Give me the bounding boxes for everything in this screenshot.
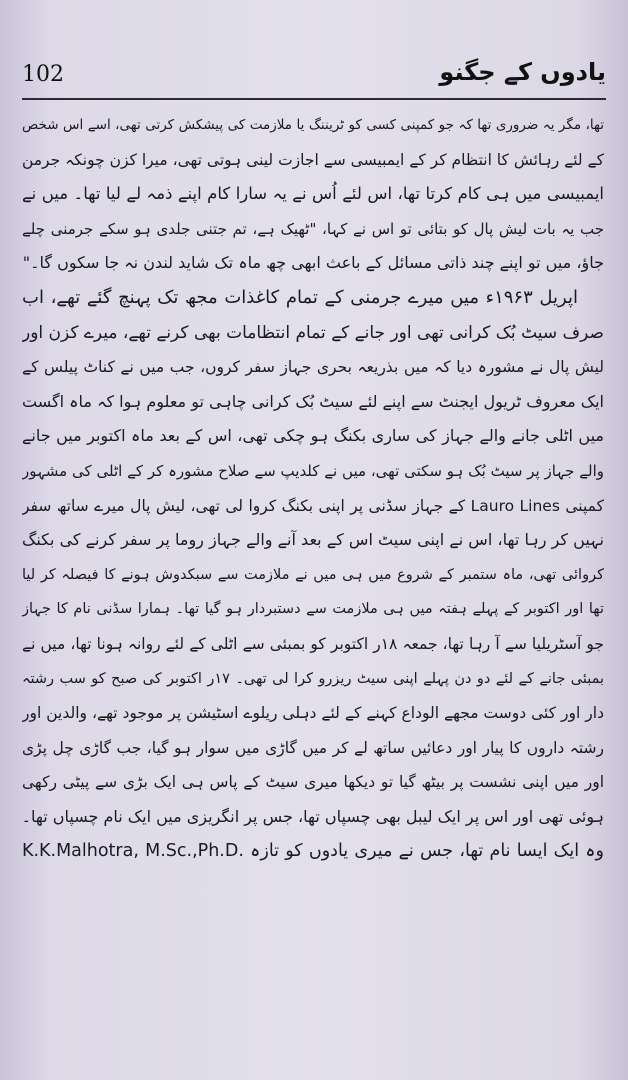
text-line-18: دار اور کئی دوست مجھے الوداع کہنے کے لئے دہلی ریلوے اسٹیشن پر موجود تھے، والدین اور [22,704,604,723]
page-number: 102 [22,62,64,87]
text-line-20: اور میں اپنی نشست پر بیٹھ گیا تو دیکھا میری سیٹ کے پاس ہی ایک بڑی سے پیٹی رکھی [22,773,604,792]
text-line-3: ایمبیسی میں ہی کام کرتا تھا، اس لئے اُس نے یہ سارا کام اپنے ذمہ لے لیا تھا۔ میں نے [22,184,604,204]
text-line-12: کمپنی Lauro Lines کے جہاز سڈنی پر اپنی بکنگ کروا لی تھی، لیش پال میرے ساتھ سفر [22,496,604,515]
text-line-21: ہوئی تھی اور اس پر ایک لیبل بھی چسپاں تھا، جس پر انگریزی میں ایک نام چسپاں تھا۔ [22,806,604,826]
text-line-5: جاؤ، میں تو اپنے چند ذاتی مسائل کے باعث ابھی چھ ماہ تک شاید لندن نہ جا سکوں گا۔" [22,253,604,273]
text-line-2: کے لئے رہائش کا انتظام کر کے ایمبیسی سے اجازت لینی ہوتی تھی، میرا کزن چونکہ جرمن [22,150,604,169]
text-line-17: بمبئی جانے کے لئے دو دن پہلے اپنی سیٹ ریزرو کرا لی تھی۔ ۱۷ر اکتوبر کی صبح کو سب رشتہ [22,670,604,687]
text-line-14: کروائی تھی، ماہ ستمبر کے شروع میں ہی میں نے ملازمت سے سبکدوش ہونے کا فیصلہ کر لیا [22,566,604,583]
text-line-6: اپریل ۱۹۶۳ء میں میرے جرمنی کے تمام کاغذات مجھ تک پہنچ گئے تھے، اب [22,286,578,308]
text-line-19: رشتہ داروں کا پیار اور دعائیں ساتھ لے کر میں گاڑی میں سوار ہو گیا، جب گاڑی چل پڑی [22,738,604,757]
body-text [22,108,604,869]
text-line-13: نہیں کر رہا تھا، اس نے اپنی سیٹ اس کے بعد آنے والے جہاز روما پر سفر کرنے کی بکنگ [22,530,604,550]
page-header [22,58,606,98]
running-title: یادوں کے جگنو [439,58,606,86]
text-line-16: جو آسٹریلیا سے آ رہا تھا، جمعہ ۱۸ر اکتوبر کو بمبئی سے اٹلی کے لئے روانہ ہونا تھا، میں نے [22,634,604,653]
text-line-10: میں اٹلی جانے والے جہاز کی ساری بکنگ ہو چکی تھی، اس کے بعد ماہ اکتوبر میں جانے [22,426,604,446]
header-divider [22,98,606,100]
text-line-22: K.K.Malhotra, M.Sc.,Ph.D. وہ ایک ایسا نام تھا، جس نے میری یادوں کو تازہ [22,841,604,862]
text-line-9: ایک معروف ٹریول ایجنٹ سے اپنے لئے سیٹ بُک کرانی چاہی تو معلوم ہوا کہ ماہ اگست [22,391,604,411]
text-line-8: لیش پال نے مشورہ دیا کہ میں بذریعہ بحری جہاز سفر کروں، جب میں نے کناٹ پیلس کے [22,358,604,377]
text-line-1: تھا، مگر یہ ضروری تھا کہ جو کمپنی کسی کو ٹریننگ یا ملازمت کی پیشکش کرتی تھی، اسے اس شخص [22,117,604,133]
text-line-7: صرف سیٹ بُک کرانی تھی اور جانے کے تمام انتظامات بھی کرنے تھے، میرے کزن اور [22,322,604,343]
text-line-15: تھا اور اکتوبر کے پہلے ہفتہ میں ہی ملازمت سے دستبردار ہو گیا تھا۔ ہمارا سڈنی نام کا جہاز [22,601,604,618]
text-line-11: والے جہاز پر سیٹ بُک ہو سکتی تھی، میں نے کلدیپ سے صلاح مشورہ کر کے اٹلی کی مشہور [22,461,604,480]
text-line-4: جب یہ بات لیش پال کو بتائی تو اس نے کہا، "ٹھیک ہے، تم جتنی جلدی ہو سکے جرمنی چلے [22,219,604,238]
